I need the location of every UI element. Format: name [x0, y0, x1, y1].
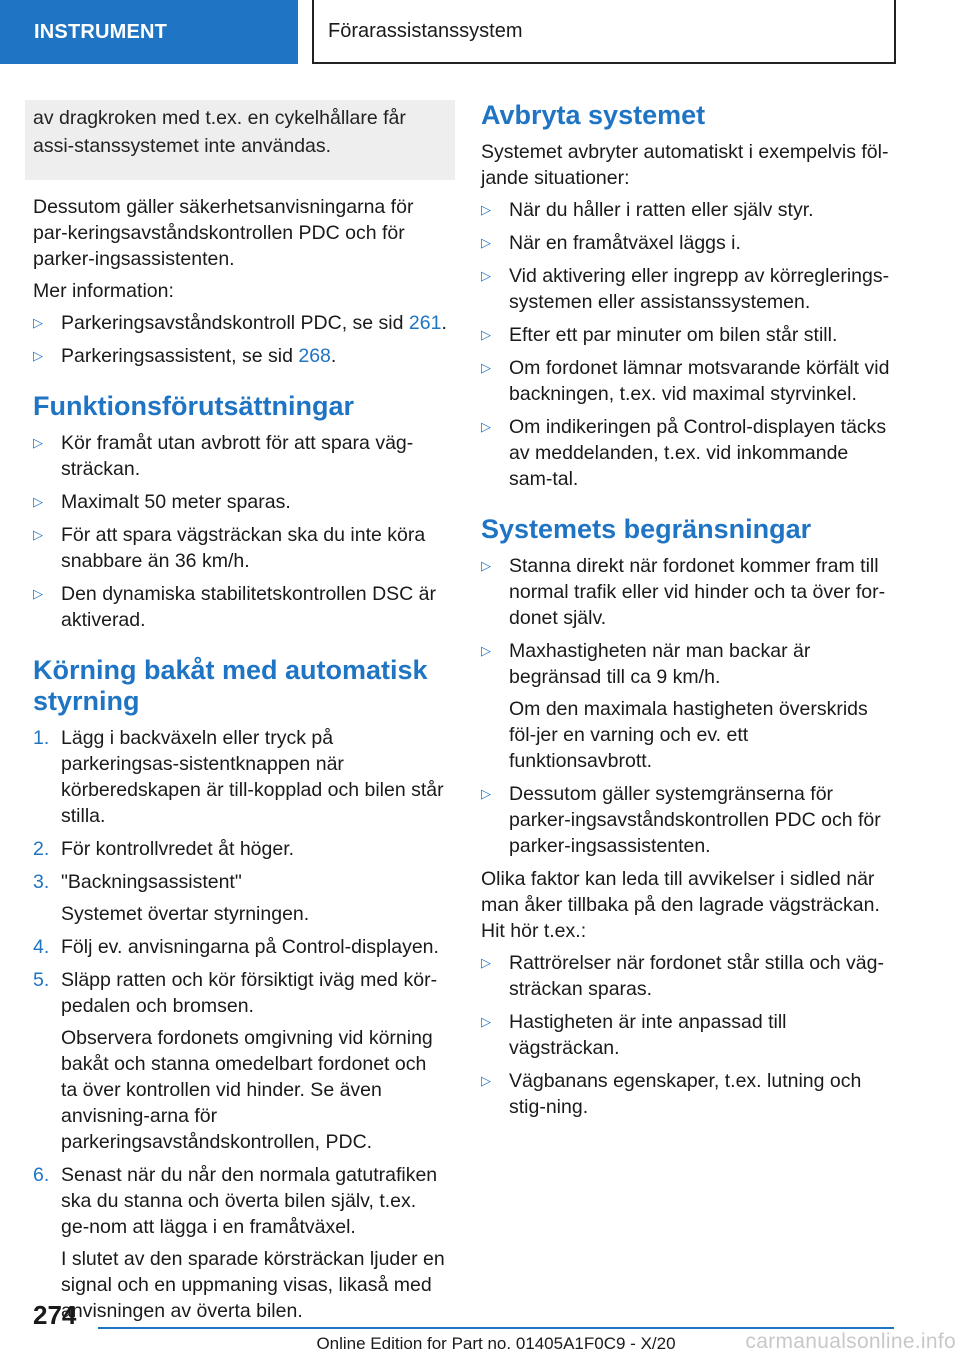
- limit-note: Om den maximala hastigheten överskrids föl-jer en varning och ev. ett funktionsavbrott.: [509, 698, 868, 772]
- triangle-bullet-icon: ▷: [481, 1073, 491, 1088]
- list-item: ▷ Vid aktivering eller ingrepp av körreglerings-systemen eller assistanssystemen.: [481, 265, 890, 313]
- page-link-268[interactable]: 268: [298, 345, 331, 367]
- list-item: ▷ Parkeringsavståndskontroll PDC, se sid 261.: [33, 312, 447, 334]
- page-number: 274: [33, 1300, 77, 1330]
- triangle-bullet-icon: ▷: [33, 586, 43, 601]
- chapter-title: Förarassistanssystem: [312, 0, 896, 64]
- left-column: [33, 100, 447, 1331]
- list-item: ▷ När du håller i ratten eller själv styr.: [481, 199, 814, 221]
- step-item: 2. För kontrollvredet åt höger.: [33, 838, 295, 860]
- footer-divider: [98, 1327, 894, 1329]
- cancel-list: [481, 197, 895, 492]
- list-item: ▷ Vägbanans egenskaper, t.ex. lutning och stig-ning.: [481, 1070, 862, 1118]
- list-item: ▷ Efter ett par minuter om bilen står still.: [481, 324, 838, 346]
- triangle-bullet-icon: ▷: [33, 348, 43, 363]
- list-item: ▷ Om fordonet lämnar motsvarande körfält vid backningen, t.ex. vid maximal styrvinkel.: [481, 357, 890, 405]
- step-item: 1. Lägg i backväxeln eller tryck på parkeringsas-sistentknappen när körberedskapen är till-kopplad och bilen står stilla.: [33, 727, 444, 827]
- note-box: av dragkroken med t.ex. en cykelhållare får assi-stanssystemet inte användas.: [25, 100, 455, 180]
- triangle-bullet-icon: ▷: [481, 786, 491, 801]
- section-tab: INSTRUMENT: [0, 0, 298, 64]
- list-item: ▷ Hastigheten är inte anpassad till vägsträckan.: [481, 1011, 787, 1059]
- paragraph-safety: Dessutom gäller säkerhetsanvisningarna för par-keringsavståndskontrollen PDC och för parker-ingsassistenten.: [33, 196, 414, 270]
- steps-list: [33, 725, 447, 1324]
- list-item: ▷ Den dynamiska stabilitetskontrollen DSC är aktiverad.: [33, 583, 436, 631]
- step-note: I slutet av den sparade körsträckan ljuder en signal och en uppmaning visas, likaså med anvisningen av överta bilen.: [61, 1248, 445, 1322]
- triangle-bullet-icon: ▷: [481, 643, 491, 658]
- triangle-bullet-icon: ▷: [481, 268, 491, 283]
- list-item: ▷ Parkeringsassistent, se sid 268.: [33, 345, 337, 367]
- step-item: 5. Släpp ratten och kör försiktigt iväg med kör-pedalen och bromsen. Observera fordonets omgivning vid körning bakåt och stanna omedelbart fordonet och ta över kontrollen vid hinder. Se även anvisning-arna för parkeringsavståndskontrollen, PDC.: [33, 967, 447, 1155]
- heading-system-limits: Systemets begränsningar: [481, 514, 812, 544]
- triangle-bullet-icon: ▷: [481, 558, 491, 573]
- factors-intro: Olika faktor kan leda till avvikelser i sidled när man åker tillbaka på den lagrade vägsträckan. Hit hör t.ex.:: [481, 868, 880, 942]
- reference-list: [33, 310, 447, 369]
- watermark: carmanualsonline.info: [745, 1330, 956, 1353]
- more-info-label: Mer information:: [33, 280, 174, 302]
- list-item: ▷ Dessutom gäller systemgränserna för parker-ingsavståndskontrollen PDC och för parker-ingsassistenten.: [481, 783, 881, 857]
- requirements-list: [33, 430, 447, 633]
- triangle-bullet-icon: ▷: [481, 327, 491, 342]
- list-item: ▷ Stanna direkt när fordonet kommer fram till normal trafik eller vid hinder och ta över for-donet själv.: [481, 555, 886, 629]
- list-item: ▷ Maximalt 50 meter sparas.: [33, 491, 291, 513]
- limits-list: [481, 553, 895, 859]
- triangle-bullet-icon: ▷: [481, 955, 491, 970]
- step-item: 3. "Backningsassistent" Systemet övertar styrningen.: [33, 869, 447, 927]
- list-item: ▷ När en framåtväxel läggs i.: [481, 232, 741, 254]
- step-note: Observera fordonets omgivning vid körning bakåt och stanna omedelbart fordonet och ta över kontrollen vid hinder. Se även anvisning-arna för parkeringsavståndskontrollen, PDC.: [61, 1027, 433, 1153]
- triangle-bullet-icon: ▷: [33, 527, 43, 542]
- triangle-bullet-icon: ▷: [481, 202, 491, 217]
- triangle-bullet-icon: ▷: [481, 419, 491, 434]
- triangle-bullet-icon: ▷: [33, 315, 43, 330]
- factors-list: [481, 950, 895, 1120]
- edition-footer: Online Edition for Part no. 01405A1F0C9 - X/20: [316, 1334, 676, 1353]
- heading-cancel-system: Avbryta systemet: [481, 100, 706, 130]
- list-item: ▷ För att spara vägsträckan ska du inte köra snabbare än 36 km/h.: [33, 524, 426, 572]
- heading-functional-requirements: Funktionsförutsättningar: [33, 391, 354, 421]
- step-item: 6. Senast när du når den normala gatutrafiken ska du stanna och överta bilen själv, t.ex. ge-nom att lägga i en framåtväxel. I slutet av den sparade körsträckan ljuder en signal och en uppmaning visas, likaså med anvisningen av överta bilen.: [33, 1162, 447, 1324]
- step-note: Systemet övertar styrningen.: [61, 903, 310, 925]
- step-item: 4. Följ ev. anvisningarna på Control-displayen.: [33, 936, 439, 958]
- list-item: ▷ Maxhastigheten när man backar är begränsad till ca 9 km/h. Om den maximala hastigheten överskrids föl-jer en varning och ev. ett funktionsavbrott.: [481, 638, 895, 774]
- page-link-261[interactable]: 261: [408, 312, 442, 334]
- triangle-bullet-icon: ▷: [481, 235, 491, 250]
- cancel-intro: Systemet avbryter automatiskt i exempelvis föl-jande situationer:: [481, 141, 889, 189]
- triangle-bullet-icon: ▷: [481, 360, 491, 375]
- list-item: ▷ Kör framåt utan avbrott för att spara väg-sträckan.: [33, 432, 414, 480]
- heading-reverse-driving: Körning bakåt med automatisk styrning: [33, 655, 428, 716]
- triangle-bullet-icon: ▷: [481, 1014, 491, 1029]
- list-item: ▷ Rattrörelser när fordonet står stilla och väg-sträckan sparas.: [481, 952, 884, 1000]
- triangle-bullet-icon: ▷: [33, 494, 43, 509]
- right-column: [481, 100, 895, 1127]
- list-item: ▷ Om indikeringen på Control-displayen täcks av meddelanden, t.ex. vid inkommande sam-tal.: [481, 416, 887, 490]
- triangle-bullet-icon: ▷: [33, 435, 43, 450]
